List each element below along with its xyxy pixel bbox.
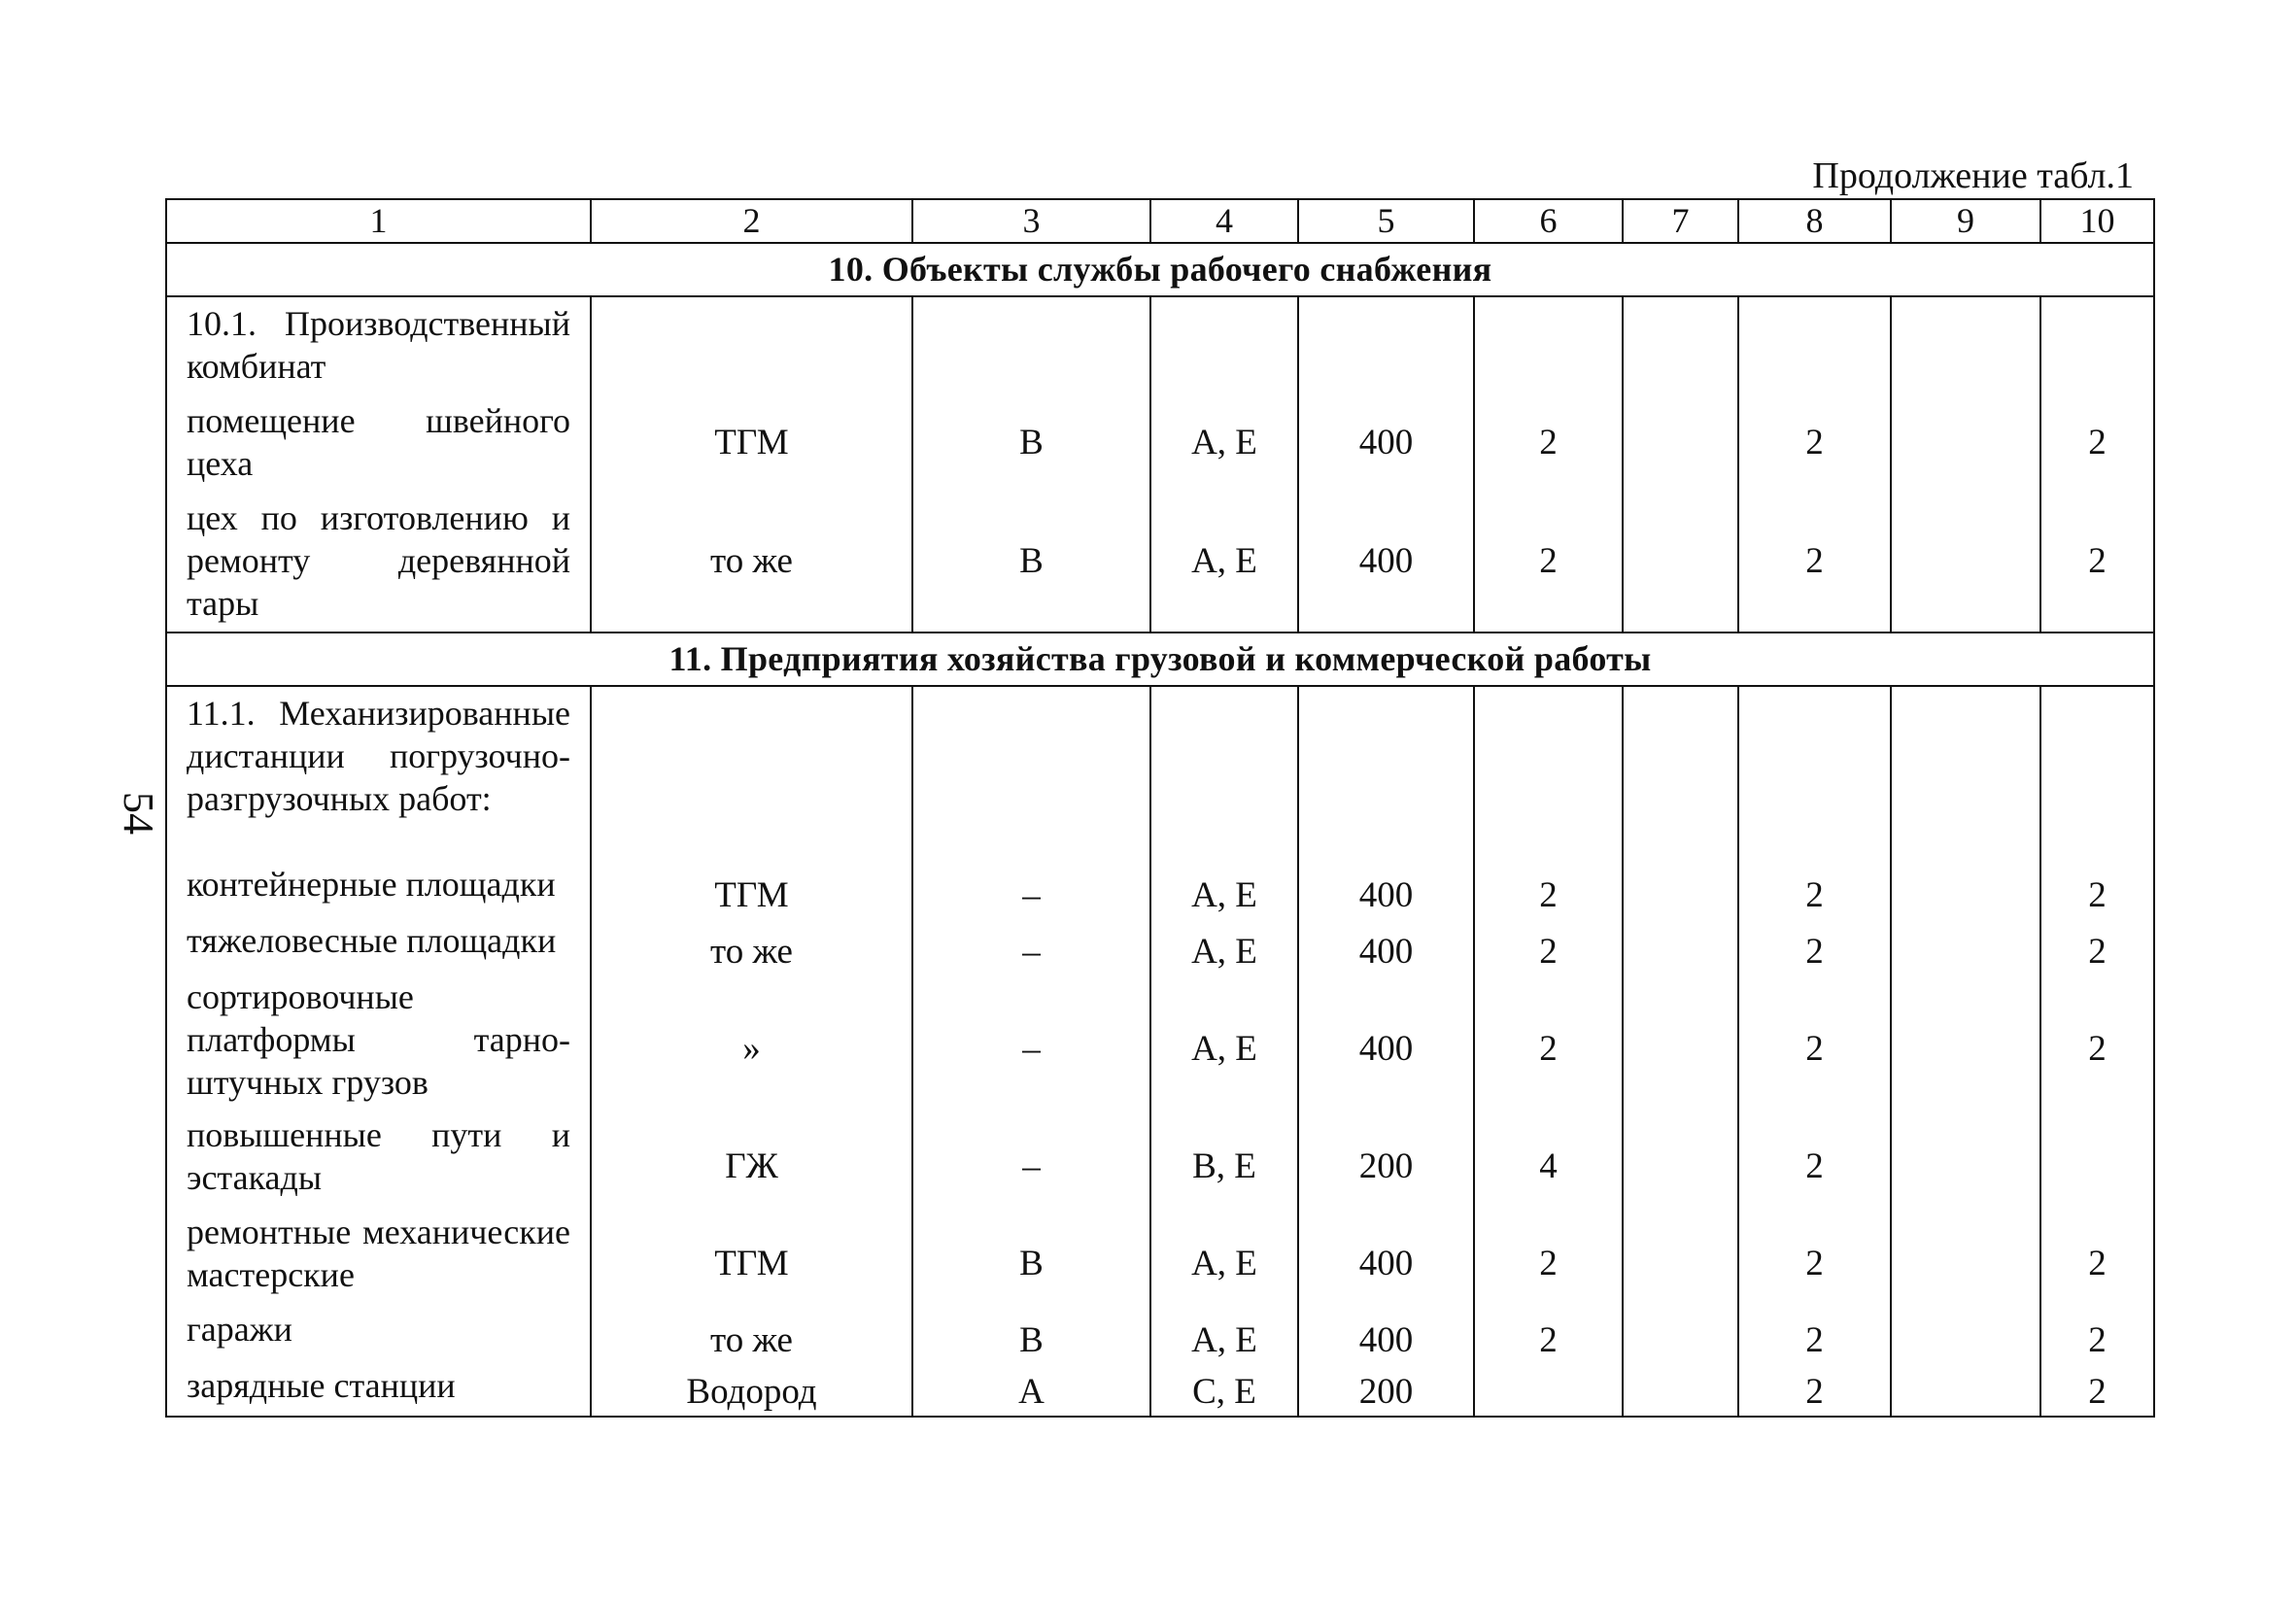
col9-values	[1891, 296, 2040, 633]
col-header-10: 10	[2040, 199, 2154, 243]
header-row	[166, 199, 2154, 243]
row-name: помещение швейного цеха	[187, 401, 570, 483]
group-label: 10.1. Производственный комбинат	[187, 304, 570, 386]
col7-values	[1623, 686, 1738, 1417]
table-row	[166, 296, 2154, 633]
col2-values: ТГМ то же	[591, 296, 912, 633]
row-name: сортировочные платформы тарно-штучных грузов	[187, 977, 570, 1102]
col3-values: – – – – В В А	[912, 686, 1150, 1417]
col-header-3: 3	[912, 199, 1150, 243]
col6-values: 2 2 2 4 2 2	[1474, 686, 1623, 1417]
section-title: 11. Предприятия хозяйства грузовой и коммерческой работы	[166, 633, 2154, 686]
col-header-6: 6	[1474, 199, 1623, 243]
section-header-10	[166, 243, 2154, 296]
row-name: повышенные пути и эстакады	[187, 1115, 570, 1197]
row-name: гаражи	[187, 1310, 292, 1349]
col8-values: 2 2	[1738, 296, 1891, 633]
col-header-2: 2	[591, 199, 912, 243]
col-header-7: 7	[1623, 199, 1738, 243]
col-header-1: 1	[166, 199, 591, 243]
col5-values: 400 400 400 200 400 400 200	[1298, 686, 1474, 1417]
col5-values: 400 400	[1298, 296, 1474, 633]
col4-values: А, Е А, Е	[1150, 296, 1298, 633]
col3-values: В В	[912, 296, 1150, 633]
col2-values: ТГМ то же » ГЖ ТГМ то же Водород	[591, 686, 912, 1417]
col7-values	[1623, 296, 1738, 633]
col4-values: А, Е А, Е А, Е В, Е А, Е А, Е С, Е	[1150, 686, 1298, 1417]
norms-table	[165, 198, 2155, 1418]
row-labels	[166, 686, 591, 1417]
page-number: 54	[115, 792, 162, 835]
row-name: цех по изготовлению и ремонту деревянной тары	[187, 498, 570, 623]
col6-values: 2 2	[1474, 296, 1623, 633]
col9-values	[1891, 686, 2040, 1417]
col-header-8: 8	[1738, 199, 1891, 243]
col-header-4: 4	[1150, 199, 1298, 243]
col10-values: 2 2 2 2 2 2	[2040, 686, 2154, 1417]
row-name: контейнерные площадки	[187, 865, 556, 904]
row-labels	[166, 296, 591, 633]
row-name: ремонтные механические мастерские	[187, 1213, 570, 1294]
col-header-5: 5	[1298, 199, 1474, 243]
group-label: 11.1. Механизированные дистанции погрузочно-разгрузочных работ:	[187, 694, 570, 818]
section-header-11	[166, 633, 2154, 686]
row-name: тяжеловесные площадки	[187, 921, 557, 960]
col10-values: 2 2	[2040, 296, 2154, 633]
table-caption: Продолжение табл.1	[1812, 155, 2134, 196]
col-header-9: 9	[1891, 199, 2040, 243]
row-name: зарядные станции	[187, 1366, 456, 1405]
table-row	[166, 686, 2154, 1417]
col8-values: 2 2 2 2 2 2 2	[1738, 686, 1891, 1417]
section-title: 10. Объекты службы рабочего снабжения	[166, 243, 2154, 296]
